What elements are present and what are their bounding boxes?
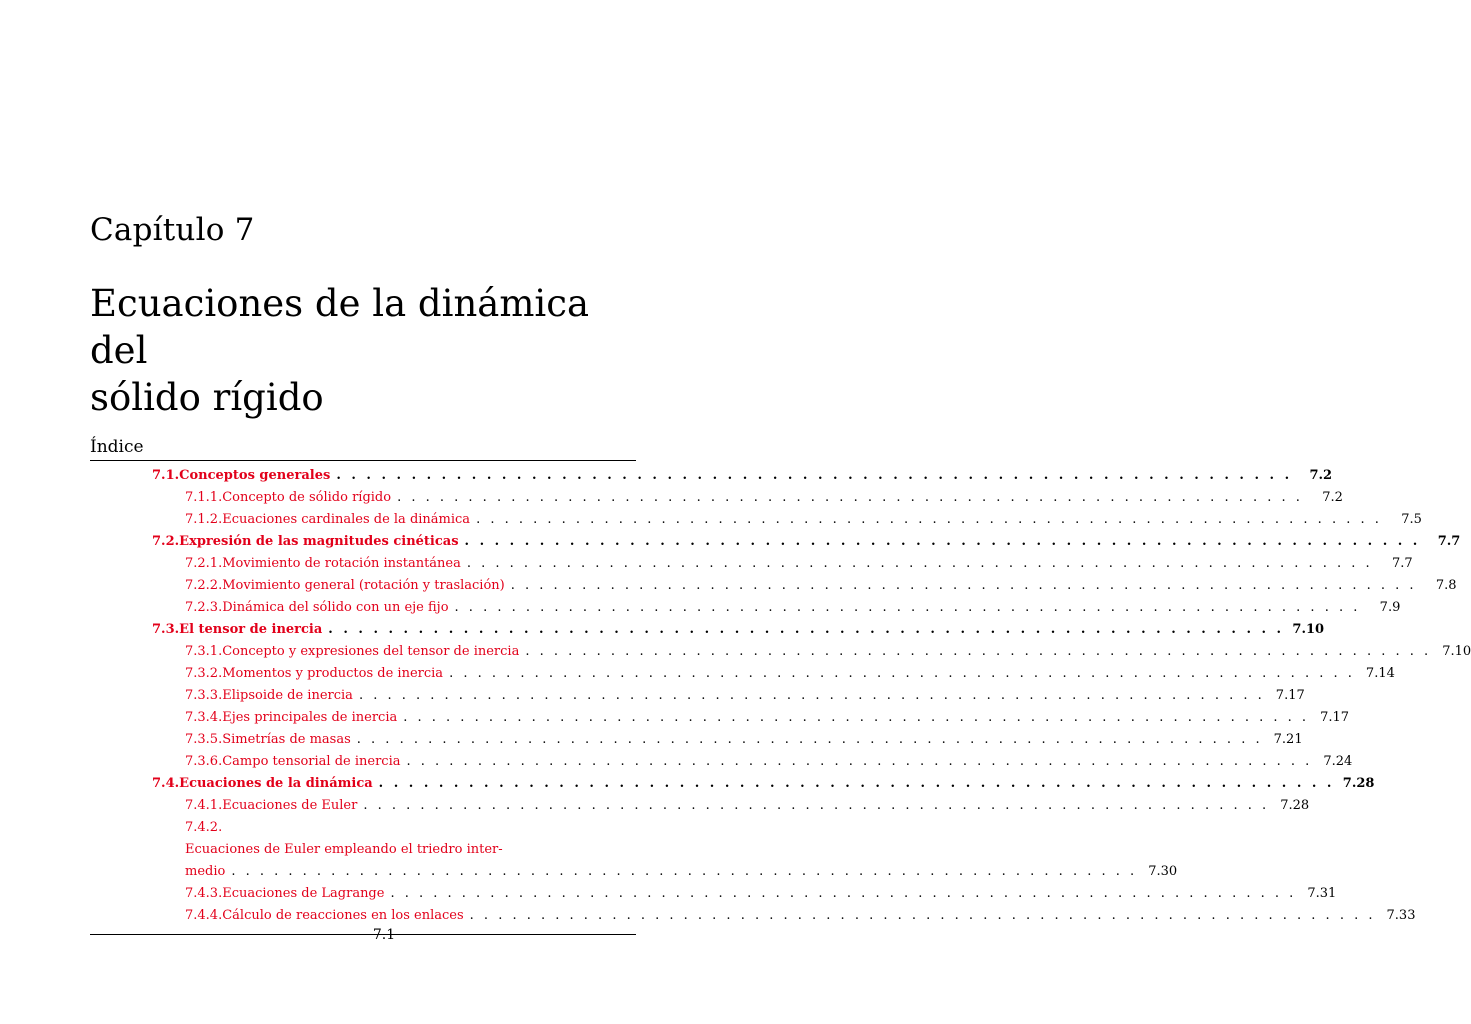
toc-entry-title-continuation: medio: [185, 864, 226, 879]
toc-entry-page: 7.7: [1392, 556, 1413, 571]
toc-entry-number: 7.3.6.: [185, 754, 223, 769]
toc-entry-page: 7.2: [1309, 468, 1333, 483]
toc-subsection-link[interactable]: [90, 729, 1303, 751]
toc-entry-title: Concepto de sólido rígido: [222, 490, 392, 505]
toc-entry-number: 7.3.4.: [185, 710, 223, 725]
toc-entry-page: 7.21: [1273, 732, 1303, 747]
toc-leader-dots: [476, 509, 1382, 531]
toc-subsection-link[interactable]: [90, 509, 1422, 531]
toc-heading: Índice: [90, 436, 636, 461]
toc-entry-number: 7.2.3.: [185, 600, 223, 615]
toc-subsection-link[interactable]: [90, 883, 1337, 905]
toc-entry-title: Expresión de las magnitudes cinéticas: [179, 534, 459, 549]
toc-entry-number: 7.1.: [152, 468, 180, 483]
toc-leader-dots: [407, 751, 1313, 773]
toc-section-link[interactable]: [90, 531, 1461, 553]
toc-entry-title: El tensor de inercia: [179, 622, 323, 637]
toc-leader-dots: [511, 575, 1417, 597]
toc-entry-page: 7.7: [1437, 534, 1461, 549]
toc-entry-number: 7.3.5.: [185, 732, 223, 747]
toc-entry-number: 7.3.3.: [185, 688, 223, 703]
toc-entry-page: 7.28: [1280, 798, 1310, 813]
toc-entry-number: 7.2.1.: [185, 556, 223, 571]
toc-entry-page: 7.5: [1401, 512, 1422, 527]
toc-subsection-link[interactable]: [90, 553, 1413, 575]
toc-entry-title: Concepto y expresiones del tensor de inercia: [222, 644, 520, 659]
page-number: 7.1: [372, 927, 396, 943]
toc-entry-number: 7.4.4.: [185, 908, 223, 923]
toc-entry-page: 7.10: [1292, 622, 1325, 637]
toc-entry-title: Movimiento de rotación instantánea: [222, 556, 461, 571]
toc-entry-page: 7.8: [1435, 578, 1457, 593]
toc-list: [90, 465, 1471, 927]
toc-entry-page: 7.31: [1307, 886, 1337, 901]
toc-leader-dots: [357, 729, 1263, 751]
toc-entry-number: 7.1.1.: [185, 490, 223, 505]
toc-leader-dots: [470, 905, 1376, 927]
toc-entry-page: 7.33: [1386, 908, 1416, 923]
toc-entry-title: Dinámica del sólido con un eje fijo: [222, 600, 449, 615]
toc-entry-title: Ecuaciones de la dinámica: [179, 776, 373, 791]
chapter-title-line-1: Ecuaciones de la dinámica del: [90, 282, 590, 372]
toc-entry-title: Ecuaciones de Euler empleando el triedro inter-: [185, 842, 503, 857]
toc-entry-page: 7.2: [1322, 490, 1343, 505]
toc-entry-page: 7.24: [1323, 754, 1353, 769]
toc-entry-page: 7.28: [1342, 776, 1375, 791]
toc-subsection-link[interactable]: [90, 707, 1350, 729]
toc-section-link[interactable]: [90, 619, 1325, 641]
table-of-contents: [90, 436, 1471, 935]
toc-leader-dots: [231, 861, 1137, 883]
toc-subsection-link[interactable]: [90, 575, 1457, 597]
toc-subsection-link[interactable]: [90, 751, 1353, 773]
toc-subsection-link[interactable]: [90, 905, 1416, 927]
toc-leader-dots: [397, 487, 1303, 509]
toc-leader-dots: [465, 531, 1421, 553]
toc-leader-dots: [467, 553, 1373, 575]
toc-entry-number: 7.1.2.: [185, 512, 223, 527]
toc-entry-page: 7.17: [1275, 688, 1305, 703]
toc-leader-dots: [328, 619, 1284, 641]
toc-leader-dots: [525, 641, 1431, 663]
toc-leader-dots: [379, 773, 1335, 795]
toc-entry-number: 7.4.: [152, 776, 180, 791]
toc-leader-dots: [455, 597, 1361, 619]
toc-subsection-link[interactable]: [90, 487, 1343, 509]
toc-leader-dots: [359, 685, 1265, 707]
toc-section-link[interactable]: [90, 465, 1333, 487]
toc-subsection-link[interactable]: [90, 597, 1401, 619]
toc-entry-title: Elipsoide de inercia: [222, 688, 353, 703]
toc-entry-number: 7.4.2.: [185, 820, 223, 835]
toc-leader-dots: [336, 465, 1292, 487]
toc-entry-number: 7.2.2.: [185, 578, 223, 593]
toc-section-link[interactable]: [90, 773, 1375, 795]
toc-entry-number: 7.2.: [152, 534, 180, 549]
toc-subsection-link[interactable]: [90, 663, 1395, 685]
chapter-label: Capítulo 7: [90, 212, 255, 248]
toc-entry-title: Ecuaciones de Lagrange: [222, 886, 385, 901]
toc-entry-number: 7.3.: [152, 622, 180, 637]
toc-subsection-link[interactable]: [90, 641, 1471, 663]
toc-entry-number: 7.4.3.: [185, 886, 223, 901]
toc-leader-dots: [449, 663, 1355, 685]
toc-entry-title: Ejes principales de inercia: [222, 710, 398, 725]
toc-entry-title: Ecuaciones de Euler: [222, 798, 358, 813]
toc-entry-number: 7.3.1.: [185, 644, 223, 659]
toc-leader-dots: [403, 707, 1309, 729]
toc-leader-dots: [390, 883, 1296, 905]
toc-entry-page: 7.10: [1442, 644, 1471, 659]
toc-entry-title: Momentos y productos de inercia: [222, 666, 444, 681]
toc-entry-title: Conceptos generales: [179, 468, 331, 483]
chapter-title: [90, 280, 650, 421]
toc-entry-number: 7.3.2.: [185, 666, 223, 681]
toc-entry-title: Movimiento general (rotación y traslación): [222, 578, 505, 593]
toc-entry-page: 7.9: [1379, 600, 1401, 615]
toc-entry-page: 7.17: [1320, 710, 1350, 725]
toc-subsection-link[interactable]: [90, 817, 1178, 883]
toc-entry-title: Campo tensorial de inercia: [222, 754, 401, 769]
toc-entry-title: Ecuaciones cardinales de la dinámica: [222, 512, 471, 527]
toc-subsection-link[interactable]: [90, 795, 1310, 817]
toc-entry-page: 7.14: [1365, 666, 1395, 681]
toc-entry-number: 7.4.1.: [185, 798, 223, 813]
toc-entry-page: 7.30: [1148, 864, 1178, 879]
toc-entry-title: Simetrías de masas: [222, 732, 351, 747]
chapter-title-line-2: sólido rígido: [90, 376, 324, 419]
toc-entry-title: Cálculo de reacciones en los enlaces: [222, 908, 464, 923]
toc-leader-dots: [363, 795, 1269, 817]
toc-subsection-link[interactable]: [90, 685, 1305, 707]
